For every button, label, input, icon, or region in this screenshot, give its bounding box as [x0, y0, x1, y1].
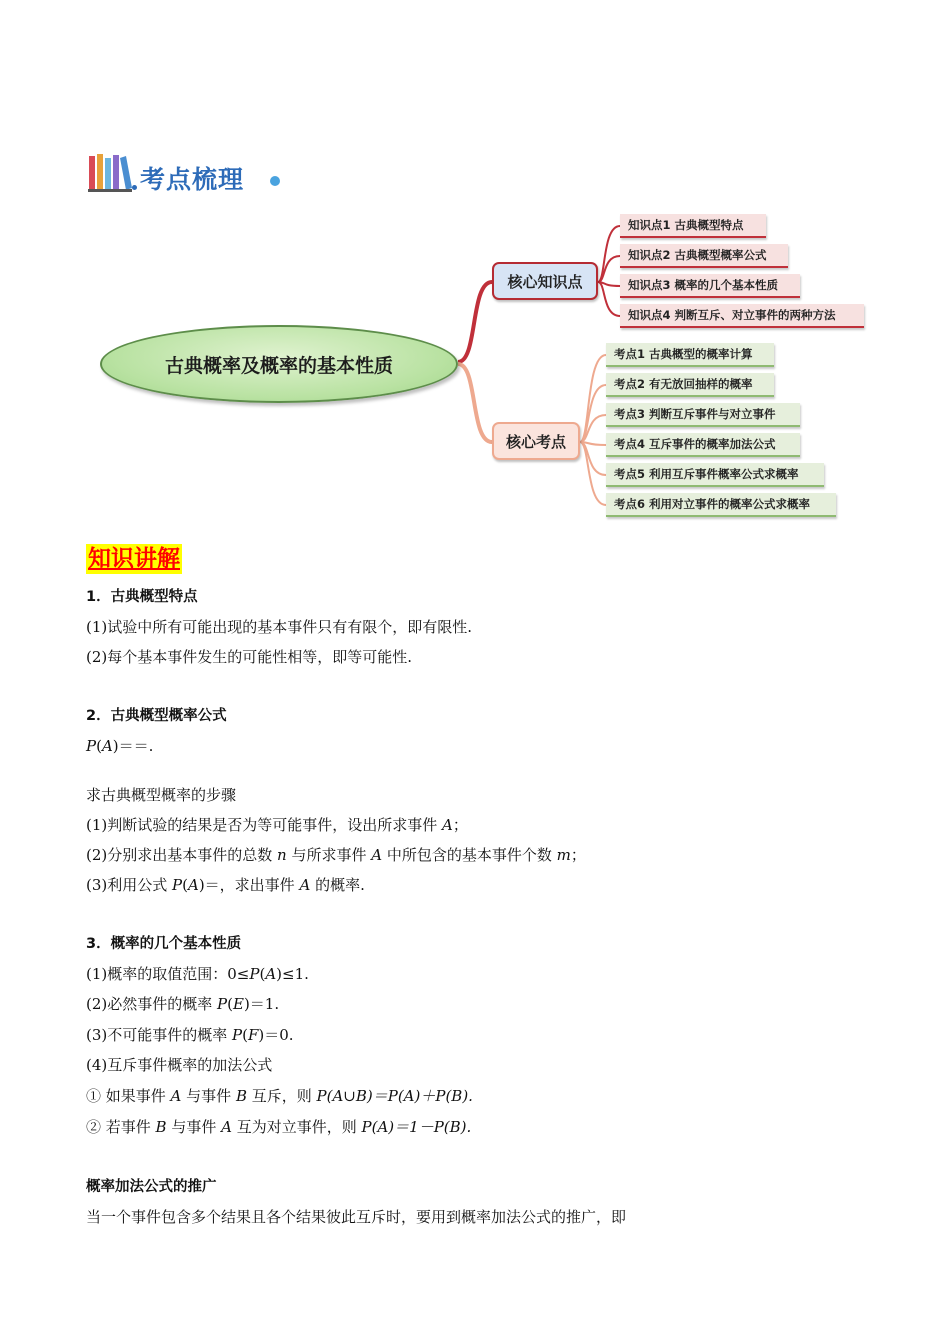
mindmap-leaf-exam-3: 考点3 判断互斥事件与对立事件 [606, 403, 800, 427]
header-dot-icon [270, 176, 280, 186]
mindmap-leaf-exam-1: 考点1 古典概型的概率计算 [606, 343, 774, 367]
s3-para-1: (1)概率的取值范围：0≤P(A)≤1. [86, 965, 309, 983]
s4-heading: 概率加法公式的推广 [86, 1179, 217, 1195]
mindmap-leaf-exam-6: 考点6 利用对立事件的概率公式求概率 [606, 493, 836, 517]
mindmap-leaf-knowledge-3: 知识点3 概率的几个基本性质 [620, 274, 800, 298]
mindmap-leaf-knowledge-4: 知识点4 判断互斥、对立事件的两种方法 [620, 304, 864, 328]
s2-formula: P(A)＝＝. [86, 737, 154, 755]
s4-para-1: 当一个事件包含多个结果且各个结果彼此互斥时，要用到概率加法公式的推广，即 [86, 1208, 627, 1226]
s2-steps-title: 求古典概型概率的步骤 [86, 786, 237, 804]
books-icon [88, 152, 132, 192]
s2-heading: 2．古典概型概率公式 [86, 708, 227, 724]
s3-para-2: (2)必然事件的概率 P(E)＝1. [86, 995, 280, 1013]
s3-heading: 3．概率的几个基本性质 [86, 936, 242, 952]
mindmap-leaf-knowledge-2: 知识点2 古典概型概率公式 [620, 244, 788, 268]
s3-para-4: (4)互斥事件概率的加法公式 [86, 1056, 273, 1074]
section-title: 知识讲解 [88, 545, 180, 572]
mindmap-leaf-exam-4: 考点4 互斥事件的概率加法公式 [606, 433, 800, 457]
s2-step-1: (1)判断试验的结果是否为等可能事件，设出所求事件 A； [86, 816, 468, 834]
s2-step-2: (2)分别求出基本事件的总数 n 与所求事件 A 中所包含的基本事件个数 m； [86, 846, 586, 864]
mindmap-branch-exam: 核心考点 [492, 422, 580, 460]
s1-para-1: (1)试验中所有可能出现的基本事件只有有限个，即有限性. [86, 618, 473, 636]
mindmap-center-node [100, 325, 458, 403]
mindmap-leaf-exam-2: 考点2 有无放回抽样的概率 [606, 373, 774, 397]
mindmap-center-label: 古典概率及概率的基本性质 [164, 354, 393, 377]
mindmap-leaf-exam-5: 考点5 利用互斥事件概率公式求概率 [606, 463, 824, 487]
s3-para-3: (3)不可能事件的概率 P(F)＝0. [86, 1026, 294, 1044]
title-separator-dot [132, 185, 137, 190]
s1-para-2: (2)每个基本事件发生的可能性相等，即等可能性. [86, 648, 413, 666]
s2-step-3: (3)利用公式 P(A)＝，求出事件 A 的概率. [86, 876, 365, 894]
s1-heading: 1．古典概型特点 [86, 589, 198, 605]
mindmap-branch-knowledge: 核心知识点 [492, 262, 598, 300]
page-header-title: 考点梳理 [140, 165, 245, 194]
s3-clause-1: ① 如果事件 A 与事件 B 互斥，则 P(A∪B)＝P(A)＋P(B). [86, 1087, 473, 1105]
s3-clause-2: ② 若事件 B 与事件 A 互为对立事件，则 P(A)＝1－P(B). [86, 1118, 472, 1136]
mindmap-leaf-knowledge-1: 知识点1 古典概型特点 [620, 214, 766, 238]
